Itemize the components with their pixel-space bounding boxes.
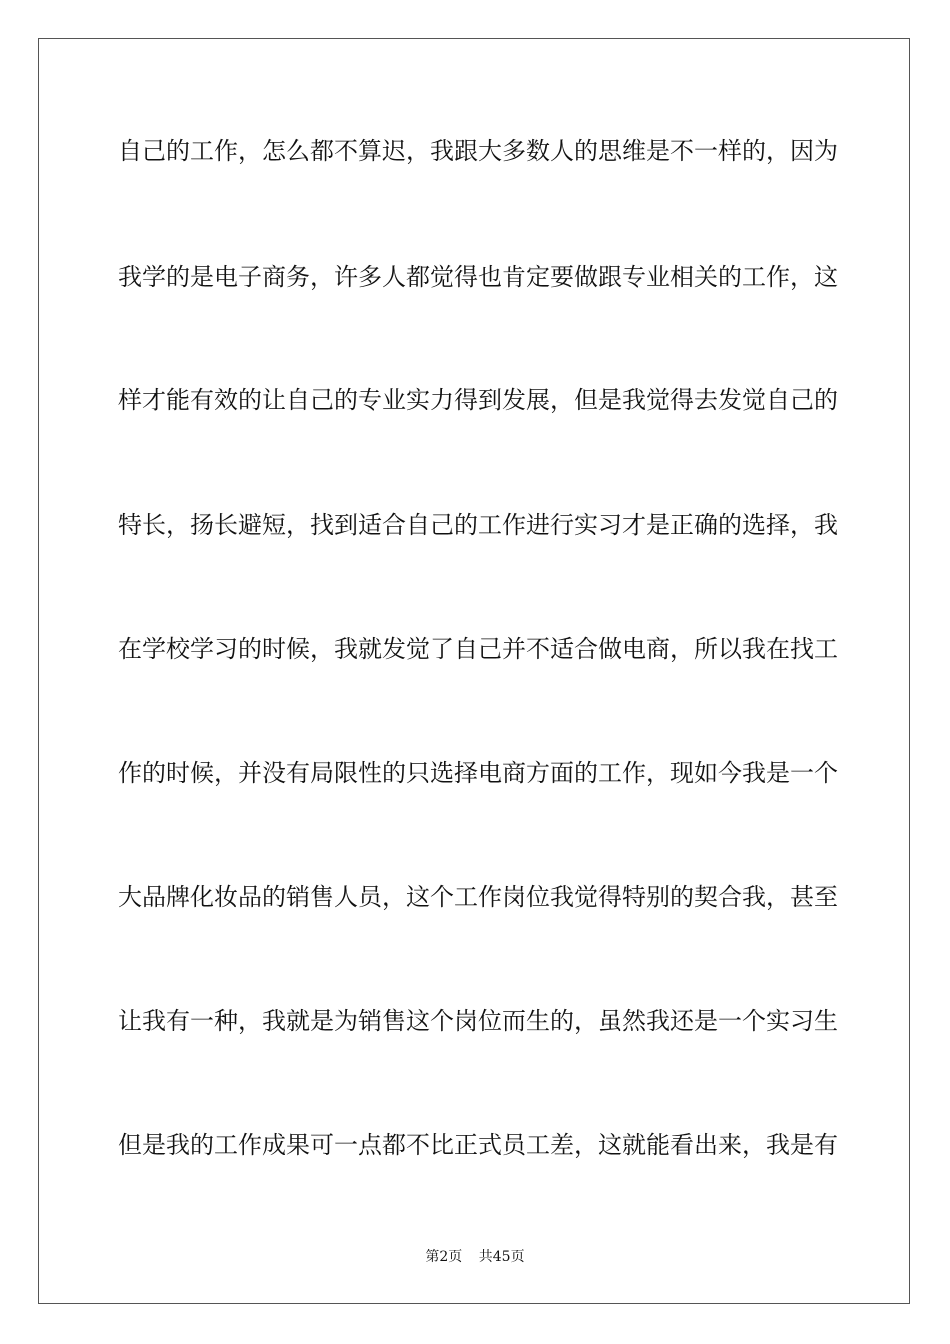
body-text-line-6: 作的时候，并没有局限性的只选择电商方面的工作，现如今我是一个 (118, 759, 838, 787)
page-border (38, 38, 910, 1304)
body-text-line-4: 特长，扬长避短，找到适合自己的工作进行实习才是正确的选择，我 (118, 511, 838, 539)
body-text-line-1: 自己的工作，怎么都不算迟，我跟大多数人的思维是不一样的，因为 (118, 137, 838, 165)
body-text-line-9: 但是我的工作成果可一点都不比正式员工差，这就能看出来，我是有 (118, 1131, 838, 1159)
current-page-number: 第2页 (425, 1249, 463, 1265)
body-text-line-8: 让我有一种，我就是为销售这个岗位而生的，虽然我还是一个实习生 (118, 1007, 838, 1035)
total-page-count: 共45页 (478, 1249, 525, 1265)
body-text-line-5: 在学校学习的时候，我就发觉了自己并不适合做电商，所以我在找工 (118, 635, 838, 663)
page-footer (0, 1248, 950, 1266)
body-text-line-3: 样才能有效的让自己的专业实力得到发展，但是我觉得去发觉自己的 (118, 386, 838, 414)
body-text-line-2: 我学的是电子商务，许多人都觉得也肯定要做跟专业相关的工作，这 (118, 263, 838, 291)
body-text-line-7: 大品牌化妆品的销售人员，这个工作岗位我觉得特别的契合我，甚至 (118, 883, 838, 911)
